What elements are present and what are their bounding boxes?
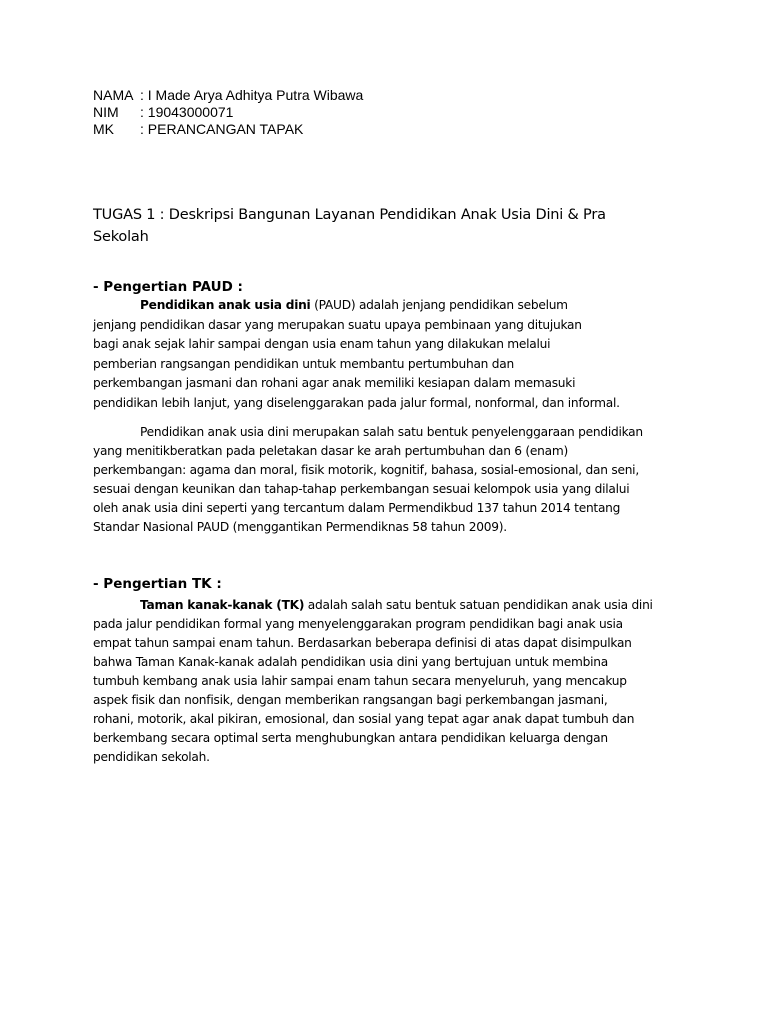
nama-label: NAMA bbox=[93, 87, 134, 103]
nim-label: NIM bbox=[93, 104, 119, 120]
paud-p1-line-4: pemberian rangsangan pendidikan untuk membantu pertumbuhan dan bbox=[93, 357, 514, 371]
paud-heading: - Pengertian PAUD : bbox=[93, 279, 243, 295]
nim-value: : 19043000071 bbox=[140, 104, 234, 120]
student-info bbox=[93, 87, 363, 138]
tk-p1-rest: adalah salah satu bentuk satuan pendidikan anak usia dini bbox=[304, 598, 653, 612]
task-title bbox=[93, 204, 693, 248]
tk-p1-line-6: aspek fisik dan nonfisik, dengan memberikan rangsangan bagi perkembangan jasmani, bbox=[93, 693, 608, 707]
mk-label: MK bbox=[93, 121, 114, 137]
task-title-line-1: TUGAS 1 : Deskripsi Bangunan Layanan Pendidikan Anak Usia Dini & Pra bbox=[93, 207, 606, 223]
tk-term: Taman kanak-kanak (TK) bbox=[140, 598, 305, 612]
paud-p2-line-4: sesuai dengan keunikan dan tahap-tahap perkembangan sesuai kelompok usia yang dilalui bbox=[93, 482, 630, 496]
tk-p1-line-9: pendidikan sekolah. bbox=[93, 750, 210, 764]
tk-heading: - Pengertian TK : bbox=[93, 576, 222, 592]
paud-p1-line-6: pendidikan lebih lanjut, yang diselenggarakan pada jalur formal, nonformal, dan informal. bbox=[93, 396, 620, 410]
tk-p1-line-1 bbox=[140, 597, 653, 614]
paud-p1-line-2: jenjang pendidikan dasar yang merupakan suatu upaya pembinaan yang ditujukan bbox=[93, 318, 582, 332]
paud-p1-line-5: perkembangan jasmani dan rohani agar anak memiliki kesiapan dalam memasuki bbox=[93, 376, 576, 390]
paud-p1-line-3: bagi anak sejak lahir sampai dengan usia enam tahun yang dilakukan melalui bbox=[93, 337, 551, 351]
paud-p1-line-1 bbox=[140, 297, 568, 314]
nama-value: : I Made Arya Adhitya Putra Wibawa bbox=[140, 87, 364, 103]
nim-row bbox=[93, 104, 363, 121]
tk-p1-line-2: pada jalur pendidikan formal yang menyelenggarakan program pendidikan bagi anak usia bbox=[93, 617, 623, 631]
tk-p1-line-3: empat tahun sampai enam tahun. Berdasarkan beberapa definisi di atas dapat disimpulkan bbox=[93, 636, 632, 650]
paud-p1-rest: (PAUD) adalah jenjang pendidikan sebelum bbox=[310, 298, 568, 312]
mk-value: : PERANCANGAN TAPAK bbox=[140, 121, 304, 137]
nama-row bbox=[93, 87, 363, 104]
paud-term: Pendidikan anak usia dini bbox=[140, 298, 311, 312]
tk-p1-line-4: bahwa Taman Kanak-kanak adalah pendidikan usia dini yang bertujuan untuk membina bbox=[93, 655, 608, 669]
mk-row bbox=[93, 121, 363, 138]
paud-p2-line-5: oleh anak usia dini seperti yang tercantum dalam Permendikbud 137 tahun 2014 tentang bbox=[93, 501, 621, 515]
paud-p2-line-6: Standar Nasional PAUD (menggantikan Permendiknas 58 tahun 2009). bbox=[93, 520, 507, 534]
paud-p2-line-3: perkembangan: agama dan moral, fisik motorik, kognitif, bahasa, sosial-emosional, dan seni, bbox=[93, 463, 639, 477]
paud-p2-line-1: Pendidikan anak usia dini merupakan salah satu bentuk penyelenggaraan pendidikan bbox=[140, 425, 643, 439]
tk-p1-line-5: tumbuh kembang anak usia lahir sampai enam tahun secara menyeluruh, yang mencakup bbox=[93, 674, 627, 688]
tk-p1-line-7: rohani, motorik, akal pikiran, emosional, dan sosial yang tepat agar anak dapat tumbuh dan bbox=[93, 712, 635, 726]
paud-p2-line-2: yang menitikberatkan pada peletakan dasar ke arah pertumbuhan dan 6 (enam) bbox=[93, 444, 569, 458]
task-title-line-2: Sekolah bbox=[93, 229, 149, 245]
tk-p1-line-8: berkembang secara optimal serta menghubungkan antara pendidikan keluarga dengan bbox=[93, 731, 608, 745]
